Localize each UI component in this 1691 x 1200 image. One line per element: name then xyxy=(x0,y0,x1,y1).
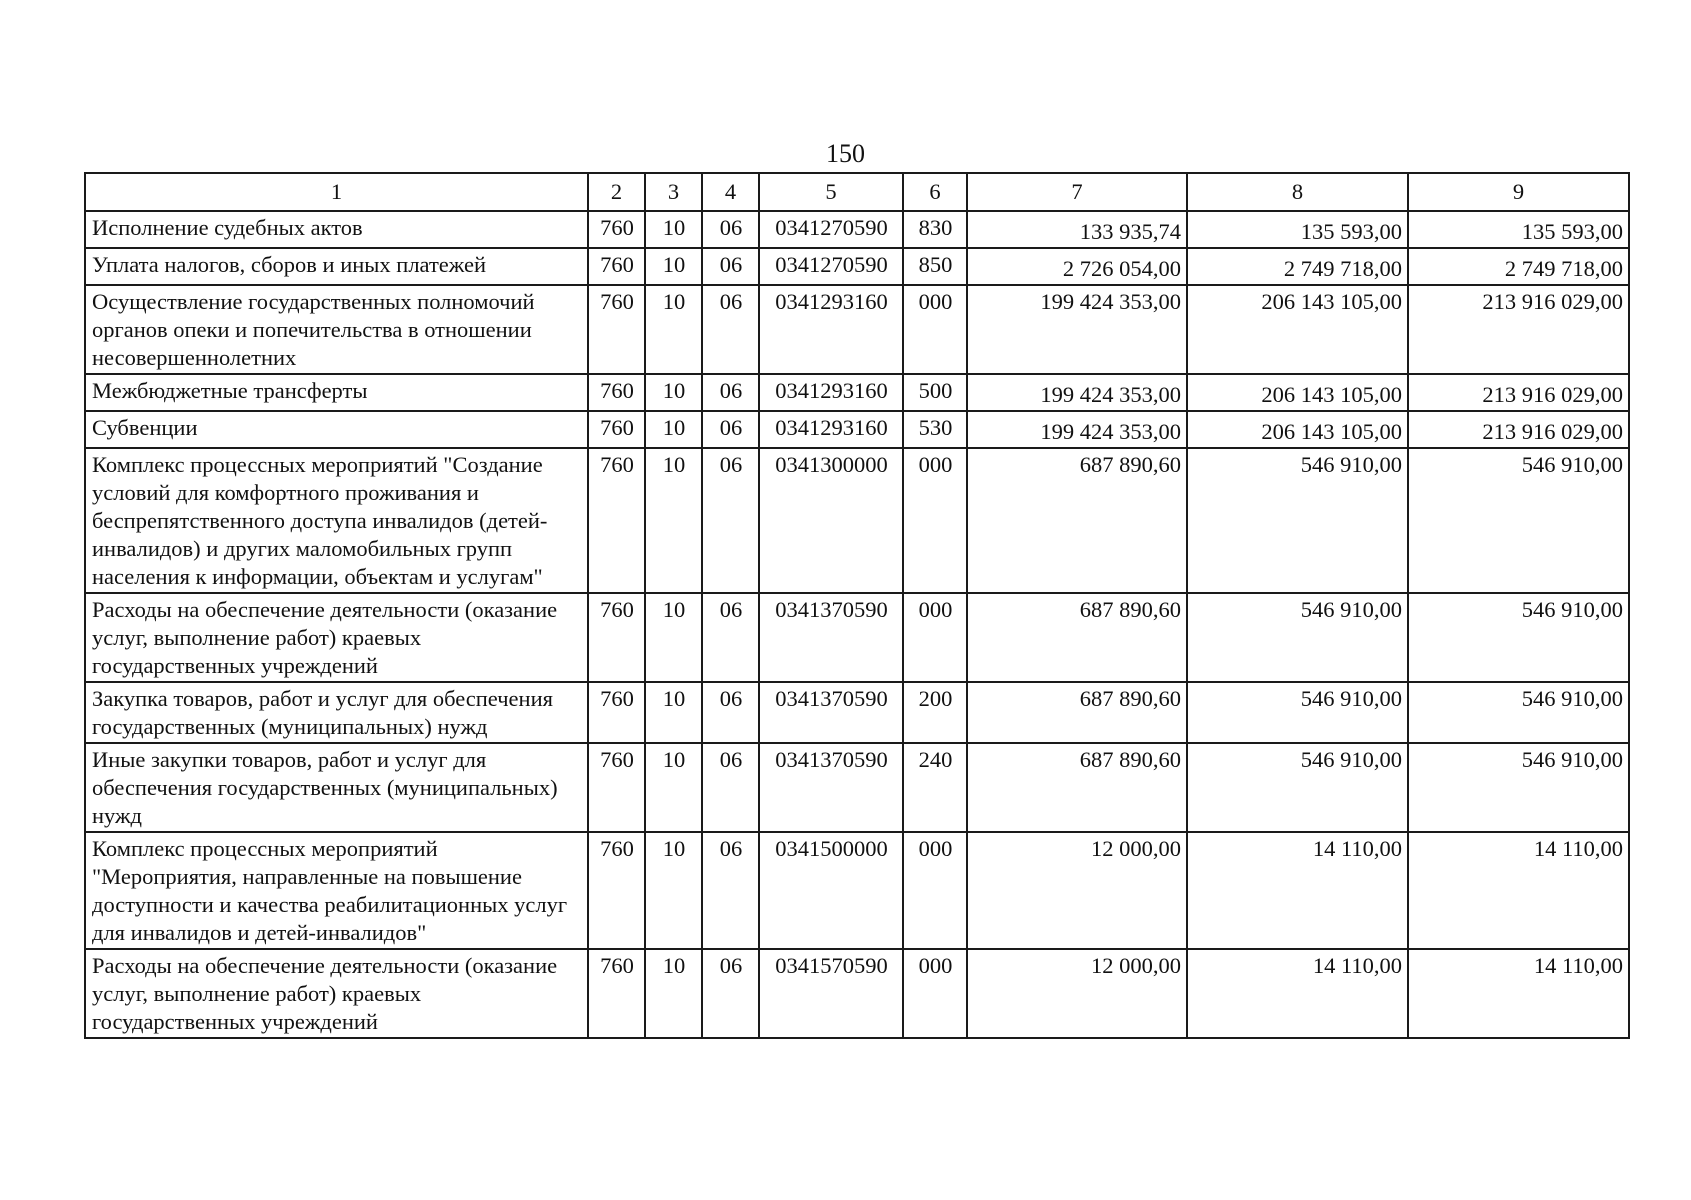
row-value-7: 687 890,60 xyxy=(967,743,1187,832)
table-row xyxy=(85,832,1629,949)
row-code-3: 10 xyxy=(645,411,702,448)
row-code-5: 0341570590 xyxy=(759,949,903,1038)
page-number: 150 xyxy=(826,139,865,168)
row-code-6: 830 xyxy=(903,211,967,248)
row-name-cell: Исполнение судебных актов xyxy=(85,211,588,248)
row-code-6: 500 xyxy=(903,374,967,411)
row-name-cell: Осуществление государственных полномочий органов опеки и попечительства в отношении несовершеннолетних xyxy=(85,285,588,374)
row-value-9: 135 593,00 xyxy=(1408,211,1629,248)
row-value-8: 546 910,00 xyxy=(1187,593,1408,682)
table-row xyxy=(85,448,1629,593)
row-value-8: 546 910,00 xyxy=(1187,448,1408,593)
row-code-5: 0341293160 xyxy=(759,285,903,374)
row-value-7: 12 000,00 xyxy=(967,832,1187,949)
row-code-2: 760 xyxy=(588,248,645,285)
table-row xyxy=(85,949,1629,1038)
row-value-8: 206 143 105,00 xyxy=(1187,411,1408,448)
row-name-cell: Расходы на обеспечение деятельности (оказание услуг, выполнение работ) краевых государственных учреждений xyxy=(85,593,588,682)
header-cell-7: 7 xyxy=(967,173,1187,211)
row-value-7: 12 000,00 xyxy=(967,949,1187,1038)
row-code-4: 06 xyxy=(702,682,759,743)
row-code-2: 760 xyxy=(588,743,645,832)
row-code-6: 530 xyxy=(903,411,967,448)
row-code-4: 06 xyxy=(702,593,759,682)
header-cell-2: 2 xyxy=(588,173,645,211)
table-row xyxy=(85,593,1629,682)
row-code-3: 10 xyxy=(645,248,702,285)
row-value-8: 546 910,00 xyxy=(1187,682,1408,743)
header-cell-3: 3 xyxy=(645,173,702,211)
row-value-7: 687 890,60 xyxy=(967,682,1187,743)
table-row xyxy=(85,743,1629,832)
table-body xyxy=(85,211,1629,1038)
row-name-cell: Иные закупки товаров, работ и услуг для обеспечения государственных (муниципальных) нужд xyxy=(85,743,588,832)
row-code-5: 0341500000 xyxy=(759,832,903,949)
row-value-8: 206 143 105,00 xyxy=(1187,374,1408,411)
row-value-8: 206 143 105,00 xyxy=(1187,285,1408,374)
row-code-3: 10 xyxy=(645,682,702,743)
row-code-5: 0341370590 xyxy=(759,743,903,832)
header-cell-9: 9 xyxy=(1408,173,1629,211)
row-code-2: 760 xyxy=(588,211,645,248)
row-code-6: 240 xyxy=(903,743,967,832)
row-code-2: 760 xyxy=(588,411,645,448)
header-cell-5: 5 xyxy=(759,173,903,211)
row-code-3: 10 xyxy=(645,832,702,949)
row-code-6: 000 xyxy=(903,448,967,593)
row-code-4: 06 xyxy=(702,285,759,374)
row-code-4: 06 xyxy=(702,374,759,411)
row-code-6: 850 xyxy=(903,248,967,285)
row-value-9: 546 910,00 xyxy=(1408,743,1629,832)
header-cell-8: 8 xyxy=(1187,173,1408,211)
table-row xyxy=(85,248,1629,285)
header-cell-4: 4 xyxy=(702,173,759,211)
row-code-5: 0341270590 xyxy=(759,211,903,248)
row-code-5: 0341370590 xyxy=(759,682,903,743)
row-name-cell: Закупка товаров, работ и услуг для обеспечения государственных (муниципальных) нужд xyxy=(85,682,588,743)
row-value-7: 133 935,74 xyxy=(967,211,1187,248)
header-row xyxy=(85,173,1629,211)
row-code-2: 760 xyxy=(588,832,645,949)
row-value-9: 546 910,00 xyxy=(1408,593,1629,682)
row-code-4: 06 xyxy=(702,248,759,285)
row-code-6: 000 xyxy=(903,285,967,374)
row-value-8: 14 110,00 xyxy=(1187,949,1408,1038)
row-code-3: 10 xyxy=(645,743,702,832)
row-code-3: 10 xyxy=(645,374,702,411)
row-value-8: 2 749 718,00 xyxy=(1187,248,1408,285)
row-name-cell: Комплекс процессных мероприятий "Создание условий для комфортного проживания и беспрепятственного доступа инвалидов (детей-инвалидов) и других маломобильных групп населения к информации, объектам и услугам" xyxy=(85,448,588,593)
row-name-cell: Межбюджетные трансферты xyxy=(85,374,588,411)
row-value-9: 546 910,00 xyxy=(1408,448,1629,593)
row-code-6: 000 xyxy=(903,832,967,949)
row-code-3: 10 xyxy=(645,949,702,1038)
row-code-4: 06 xyxy=(702,949,759,1038)
row-code-2: 760 xyxy=(588,448,645,593)
table-row xyxy=(85,411,1629,448)
table-row xyxy=(85,682,1629,743)
row-code-3: 10 xyxy=(645,593,702,682)
row-value-7: 199 424 353,00 xyxy=(967,374,1187,411)
row-code-2: 760 xyxy=(588,682,645,743)
row-code-4: 06 xyxy=(702,743,759,832)
row-code-6: 000 xyxy=(903,593,967,682)
row-value-7: 199 424 353,00 xyxy=(967,411,1187,448)
row-code-5: 0341293160 xyxy=(759,374,903,411)
row-value-8: 14 110,00 xyxy=(1187,832,1408,949)
row-code-5: 0341270590 xyxy=(759,248,903,285)
row-code-5: 0341370590 xyxy=(759,593,903,682)
row-value-9: 213 916 029,00 xyxy=(1408,374,1629,411)
row-code-6: 200 xyxy=(903,682,967,743)
row-name-cell: Комплекс процессных мероприятий "Мероприятия, направленные на повышение доступности и качества реабилитационных услуг для инвалидов и детей-инвалидов" xyxy=(85,832,588,949)
row-value-7: 687 890,60 xyxy=(967,593,1187,682)
table-row xyxy=(85,211,1629,248)
row-code-2: 760 xyxy=(588,949,645,1038)
row-value-9: 546 910,00 xyxy=(1408,682,1629,743)
row-code-4: 06 xyxy=(702,211,759,248)
row-value-9: 213 916 029,00 xyxy=(1408,285,1629,374)
row-value-8: 135 593,00 xyxy=(1187,211,1408,248)
row-code-3: 10 xyxy=(645,448,702,593)
row-code-5: 0341300000 xyxy=(759,448,903,593)
row-value-9: 2 749 718,00 xyxy=(1408,248,1629,285)
row-code-2: 760 xyxy=(588,374,645,411)
row-code-4: 06 xyxy=(702,411,759,448)
row-code-2: 760 xyxy=(588,593,645,682)
table-row xyxy=(85,374,1629,411)
row-code-4: 06 xyxy=(702,832,759,949)
row-name-cell: Уплата налогов, сборов и иных платежей xyxy=(85,248,588,285)
row-value-8: 546 910,00 xyxy=(1187,743,1408,832)
row-value-9: 14 110,00 xyxy=(1408,949,1629,1038)
row-code-2: 760 xyxy=(588,285,645,374)
row-value-7: 687 890,60 xyxy=(967,448,1187,593)
row-value-7: 199 424 353,00 xyxy=(967,285,1187,374)
row-code-6: 000 xyxy=(903,949,967,1038)
row-code-3: 10 xyxy=(645,285,702,374)
row-code-3: 10 xyxy=(645,211,702,248)
header-cell-1: 1 xyxy=(85,173,588,211)
row-code-5: 0341293160 xyxy=(759,411,903,448)
row-name-cell: Субвенции xyxy=(85,411,588,448)
budget-table xyxy=(84,172,1630,1039)
table-row xyxy=(85,285,1629,374)
row-value-9: 14 110,00 xyxy=(1408,832,1629,949)
row-value-9: 213 916 029,00 xyxy=(1408,411,1629,448)
row-value-7: 2 726 054,00 xyxy=(967,248,1187,285)
row-code-4: 06 xyxy=(702,448,759,593)
header-cell-6: 6 xyxy=(903,173,967,211)
row-name-cell: Расходы на обеспечение деятельности (оказание услуг, выполнение работ) краевых государственных учреждений xyxy=(85,949,588,1038)
